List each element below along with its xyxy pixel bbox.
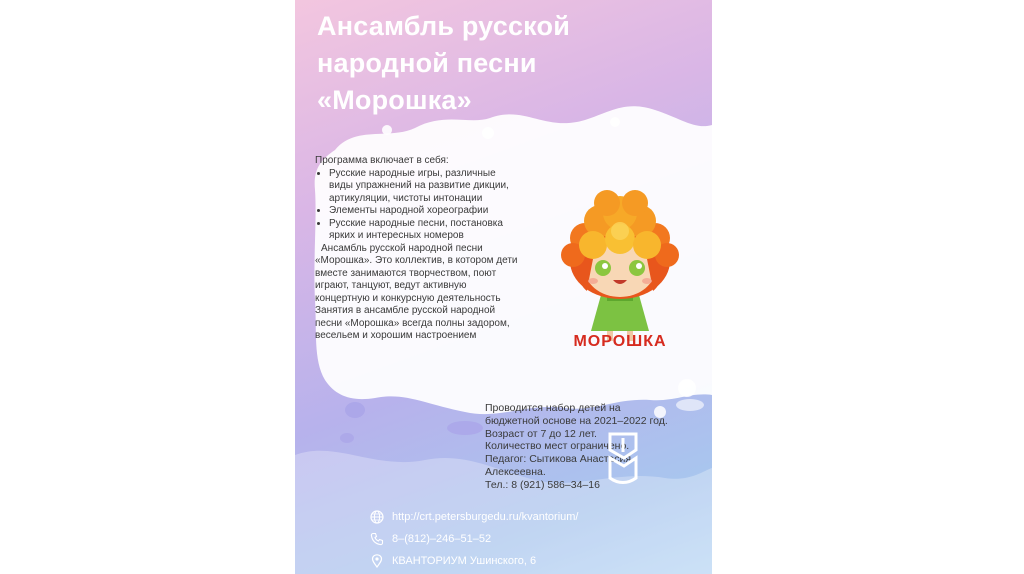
- description-line: Ансамбль русской народной песни: [321, 242, 483, 254]
- program-item-line: ярких и интересных номеров: [329, 230, 464, 241]
- morozhka-mascot-illustration: [545, 183, 695, 358]
- program-item: [329, 168, 545, 206]
- enrollment-line: бюджетной основе на 2021–2022 год.: [485, 414, 668, 427]
- enrollment-line: Количество мест ограничено.: [485, 440, 630, 453]
- phone-icon: [370, 532, 384, 546]
- program-item-line: • Элементы народной хореографии: [329, 205, 489, 216]
- brand-name: МОРОШКА: [573, 333, 667, 350]
- program-list: [315, 168, 545, 243]
- enrollment-line: Педагог: Сытикова Анастасия: [485, 453, 632, 466]
- title-line: «Морошка»: [317, 85, 472, 115]
- location-pin-icon: [370, 554, 384, 568]
- description-line: играют, танцуют, ведут активную: [315, 280, 467, 291]
- program-intro: Программа включает в себя:: [315, 155, 449, 166]
- program-item-line: • Русские народные песни, постановка: [329, 217, 503, 229]
- enrollment-line: Проводится набор детей на: [485, 402, 621, 414]
- address-text: КВАНТОРИУМ Ушинского, 6: [392, 555, 537, 567]
- contact-website[interactable]: [370, 506, 690, 528]
- globe-icon: [370, 510, 384, 524]
- program-description: [315, 155, 545, 343]
- description-line: вместе занимаются творчеством, поют: [315, 267, 497, 279]
- flyer-title: [317, 8, 697, 119]
- title-line: народной песни: [317, 48, 537, 78]
- enrollment-line: Алексеевна.: [485, 465, 546, 478]
- enrollment-info: [485, 402, 700, 492]
- phone-number: 8–(812)–246–51–52: [392, 533, 492, 545]
- program-item-line: артикуляции, чистоты интонации: [329, 192, 483, 204]
- contact-address: [370, 550, 690, 572]
- flyer: [295, 0, 712, 574]
- kvantorium-logo-mark: [604, 428, 642, 488]
- program-item-line: • Русские народные игры, различные: [329, 167, 496, 179]
- title-line: Ансамбль русской: [317, 11, 571, 41]
- program-item: [329, 218, 545, 243]
- contacts: [370, 506, 690, 572]
- description-line: Занятия в ансамбле русской народной: [315, 305, 496, 316]
- enrollment-line: Тел.: 8 (921) 586–34–16: [485, 478, 600, 491]
- description-line: песни «Морошка» всегда полны задором,: [315, 317, 510, 329]
- program-item-line: виды упражнений на развитие дикции,: [329, 180, 509, 191]
- description-line: весельем и хорошим настроением: [315, 330, 477, 341]
- description-line: концертную и конкурсную деятельность: [315, 292, 501, 304]
- enrollment-line: Возраст от 7 до 12 лет.: [485, 427, 597, 440]
- description-line: «Морошка». Это коллектив, в котором дети: [315, 255, 518, 266]
- program-item: [329, 205, 545, 218]
- website-link[interactable]: http://crt.petersburgedu.ru/kvantorium/: [392, 511, 579, 523]
- contact-phone: [370, 528, 690, 550]
